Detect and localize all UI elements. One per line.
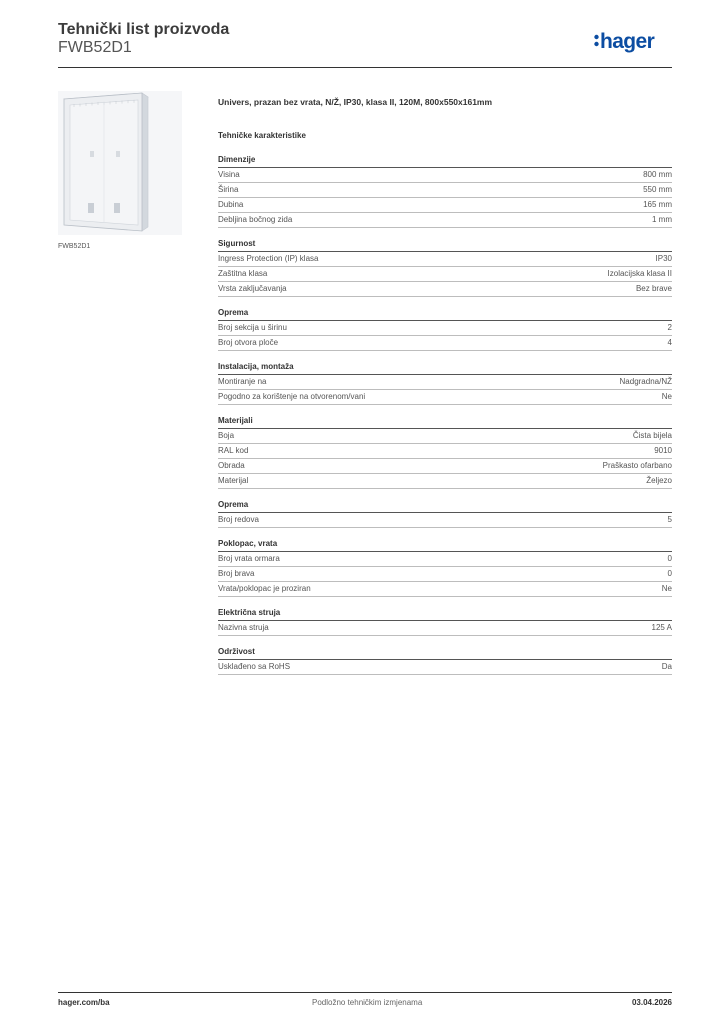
spec-value: 9010	[654, 446, 672, 455]
spec-value: IP30	[655, 254, 672, 263]
spec-label: Usklađeno sa RoHS	[218, 662, 291, 671]
spec-label: Broj otvora ploče	[218, 338, 279, 347]
spec-row	[218, 198, 672, 213]
spec-row	[218, 474, 672, 489]
spec-section	[218, 499, 672, 528]
spec-label: Broj brava	[218, 569, 255, 578]
spec-value: Ne	[661, 584, 672, 593]
product-image	[58, 91, 182, 235]
spec-value: Bez brave	[635, 284, 672, 293]
spec-value: 125 A	[651, 623, 672, 632]
image-caption: FWB52D1	[58, 243, 91, 250]
section-title: Oprema	[218, 499, 672, 513]
spec-row	[218, 660, 672, 675]
product-description: Univers, prazan bez vrata, N/Ž, IP30, klasa II, 120M, 800x550x161mm	[218, 97, 493, 107]
spec-value: Izolacijska klasa II	[607, 269, 672, 278]
spec-section	[218, 307, 672, 351]
spec-row	[218, 429, 672, 444]
spec-section	[218, 154, 672, 228]
spec-label: Obrada	[218, 461, 245, 470]
spec-row	[218, 567, 672, 582]
spec-label: Vrsta zaključavanja	[218, 284, 287, 293]
section-title: Materijali	[218, 415, 672, 429]
spec-row	[218, 267, 672, 282]
section-title: Poklopac, vrata	[218, 538, 672, 552]
section-title: Dimenzije	[218, 154, 672, 168]
spec-label: RAL kod	[218, 446, 249, 455]
spec-row	[218, 168, 672, 183]
spec-section	[218, 646, 672, 675]
technical-characteristics-heading: Tehničke karakteristike	[218, 131, 306, 140]
footer-note: Podložno tehničkim izmjenama	[312, 998, 423, 1007]
spec-sections	[218, 154, 672, 675]
spec-label: Materijal	[218, 476, 249, 485]
spec-value: Da	[661, 662, 672, 671]
spec-label: Visina	[218, 170, 240, 179]
spec-value: Nadgradna/NŽ	[619, 377, 672, 386]
hager-logo	[594, 29, 674, 53]
spec-value: Čista bijela	[632, 431, 672, 440]
spec-label: Broj sekcija u širinu	[218, 323, 287, 332]
spec-row	[218, 621, 672, 636]
spec-section	[218, 361, 672, 405]
spec-row	[218, 336, 672, 351]
header-divider	[58, 67, 672, 68]
spec-row	[218, 282, 672, 297]
spec-row	[218, 513, 672, 528]
spec-row	[218, 390, 672, 405]
spec-row	[218, 183, 672, 198]
product-code: FWB52D1	[58, 39, 132, 56]
spec-row	[218, 582, 672, 597]
footer-date: 03.04.2026	[631, 998, 672, 1007]
technical-content	[218, 96, 672, 675]
spec-label: Dubina	[218, 200, 244, 209]
spec-label: Zaštitna klasa	[218, 269, 268, 278]
spec-row	[218, 213, 672, 228]
spec-section	[218, 238, 672, 297]
spec-section	[218, 538, 672, 597]
spec-value: 0	[667, 569, 672, 578]
spec-label: Vrata/poklopac je proziran	[218, 584, 311, 593]
spec-row	[218, 552, 672, 567]
spec-value: 550 mm	[643, 185, 672, 194]
section-title: Održivost	[218, 646, 672, 660]
section-title: Električna struja	[218, 607, 672, 621]
section-title: Oprema	[218, 307, 672, 321]
svg-text:hager: hager	[600, 30, 655, 53]
spec-value: 1 mm	[652, 215, 672, 224]
spec-label: Debljina bočnog zida	[218, 215, 293, 224]
spec-section	[218, 415, 672, 489]
spec-value: 0	[667, 554, 672, 563]
section-title: Sigurnost	[218, 238, 672, 252]
spec-label: Broj vrata ormara	[218, 554, 280, 563]
spec-label: Nazivna struja	[218, 623, 269, 632]
spec-label: Širina	[218, 185, 239, 194]
spec-row	[218, 321, 672, 336]
spec-label: Montiranje na	[218, 377, 267, 386]
spec-label: Boja	[218, 431, 235, 440]
footer-website: hager.com/ba	[58, 998, 110, 1007]
spec-value: 165 mm	[643, 200, 672, 209]
spec-row	[218, 444, 672, 459]
spec-value: Željezo	[646, 476, 672, 485]
spec-label: Broj redova	[218, 515, 259, 524]
spec-value: 2	[667, 323, 672, 332]
spec-section	[218, 607, 672, 636]
section-title: Instalacija, montaža	[218, 361, 672, 375]
spec-value: 5	[667, 515, 672, 524]
spec-label: Ingress Protection (IP) klasa	[218, 254, 319, 263]
spec-row	[218, 252, 672, 267]
footer-divider	[58, 992, 672, 993]
spec-value: 4	[667, 338, 672, 347]
spec-value: Praškasto ofarbano	[602, 461, 672, 470]
spec-value: Ne	[661, 392, 672, 401]
spec-value: 800 mm	[643, 170, 672, 179]
spec-label: Pogodno za korištenje na otvorenom/vani	[218, 392, 366, 401]
spec-row	[218, 459, 672, 474]
spec-row	[218, 375, 672, 390]
document-title: Tehnički list proizvoda	[58, 21, 230, 38]
